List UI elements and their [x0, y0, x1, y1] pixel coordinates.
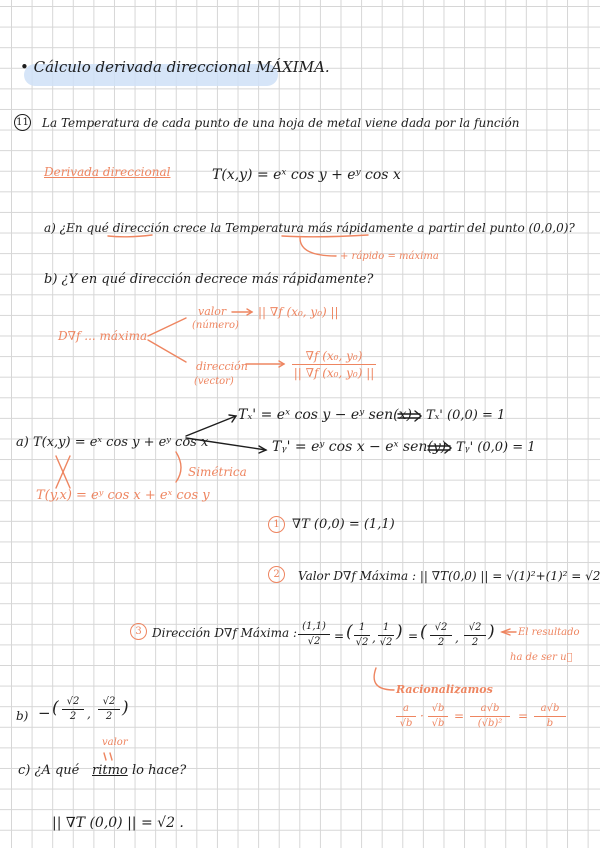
- step-3-label: Dirección D∇f Máxima :: [152, 626, 298, 640]
- partial-x-value: Tₓ' (0,0) = 1: [426, 408, 506, 423]
- part-a-function: a) T(x,y) = eˣ cos y + eʸ cos x: [16, 435, 209, 450]
- step-3-fraction-1-num: (1,1): [302, 621, 326, 632]
- step-3-fraction-2-den: √2: [355, 637, 369, 648]
- partial-y-value: Tᵧ' (0,0) = 1: [456, 440, 536, 455]
- step-2-number: 2: [268, 566, 285, 583]
- step-3-note-1: El resultado: [518, 627, 580, 638]
- direction-sub: (vector): [194, 376, 234, 387]
- problem-number: 11: [14, 114, 31, 131]
- step-3-fraction-2-num: 1: [358, 622, 366, 633]
- value-expression: || ∇f (x₀, y₀) ||: [258, 305, 339, 319]
- max-derivative-label: D∇f ... máxima: [58, 329, 148, 343]
- step-3-number: 3: [130, 623, 147, 640]
- step-3-fraction-4-den: 2: [437, 637, 445, 648]
- step-3-fraction-5: √2 2: [464, 623, 486, 648]
- step-1-gradient: ∇T (0,0) = (1,1): [292, 517, 395, 532]
- direction-fraction-num: ∇f (x₀, y₀): [305, 349, 363, 363]
- step-2-value: Valor D∇f Máxima : || ∇T(0,0) || = √(1)²+(1)² = √2: [298, 569, 600, 583]
- part-b-minus: −: [38, 704, 51, 722]
- rationalize-label: Racionalizamos: [396, 683, 493, 696]
- step-3-fraction-4-num: √2: [434, 622, 448, 633]
- question-a-note: + rápido = máxima: [340, 251, 439, 262]
- value-label: valor: [198, 305, 227, 318]
- question-b: b) ¿Y en qué dirección decrece más rápidamente?: [44, 272, 374, 287]
- function-definition: T(x,y) = eˣ cos y + eʸ cos x: [212, 167, 401, 183]
- part-b-fraction-1: √2 2: [62, 697, 84, 722]
- part-c-word: ritmo: [92, 763, 128, 778]
- step-3-fraction-1-den: √2: [307, 636, 321, 647]
- value-sub: (número): [192, 320, 239, 331]
- symmetric-label: Simétrica: [188, 465, 247, 479]
- rationalize-fraction-b: √b √b: [428, 704, 448, 729]
- question-a: a) ¿En qué dirección crece la Temperatura más rápidamente a partir del punto (0,0,0)?: [44, 221, 575, 235]
- step-3-note-2: ha de ser u⃗: [510, 652, 573, 663]
- page-title: • Cálculo derivada direccional MÁXIMA.: [20, 58, 330, 76]
- problem-statement: La Temperatura de cada punto de una hoja de metal viene dada por la función: [42, 116, 520, 130]
- partial-x: Tₓ' = eˣ cos y − eʸ sen(x): [238, 407, 412, 423]
- rationalize-fraction-d: a√b b: [534, 704, 566, 729]
- part-b-fraction-2: √2 2: [98, 697, 120, 722]
- direction-label: dirección: [196, 360, 248, 373]
- step-1-number: 1: [268, 516, 285, 533]
- part-c-prefix: c) ¿A qué: [18, 763, 80, 778]
- part-a-swapped: T(y,x) = eʸ cos x + eˣ cos y: [36, 488, 210, 503]
- part-b-label: b): [16, 709, 29, 723]
- rationalize-fraction-c: a√b (√b)²: [470, 704, 510, 729]
- side-note-derivada: Derivada direccional: [44, 165, 171, 179]
- rationalize-fraction-a: a √b: [396, 704, 416, 729]
- partial-y: Tᵧ' = eʸ cos x − eˣ sen(y): [272, 439, 447, 455]
- part-c-suffix: lo hace?: [132, 763, 187, 778]
- part-c-note: valor: [102, 737, 128, 748]
- part-c-answer: || ∇T (0,0) || = √2 .: [52, 815, 184, 831]
- direction-fraction-den: || ∇f (x₀, y₀) ||: [293, 366, 375, 380]
- step-3-fraction-3: 1 √2: [379, 622, 393, 648]
